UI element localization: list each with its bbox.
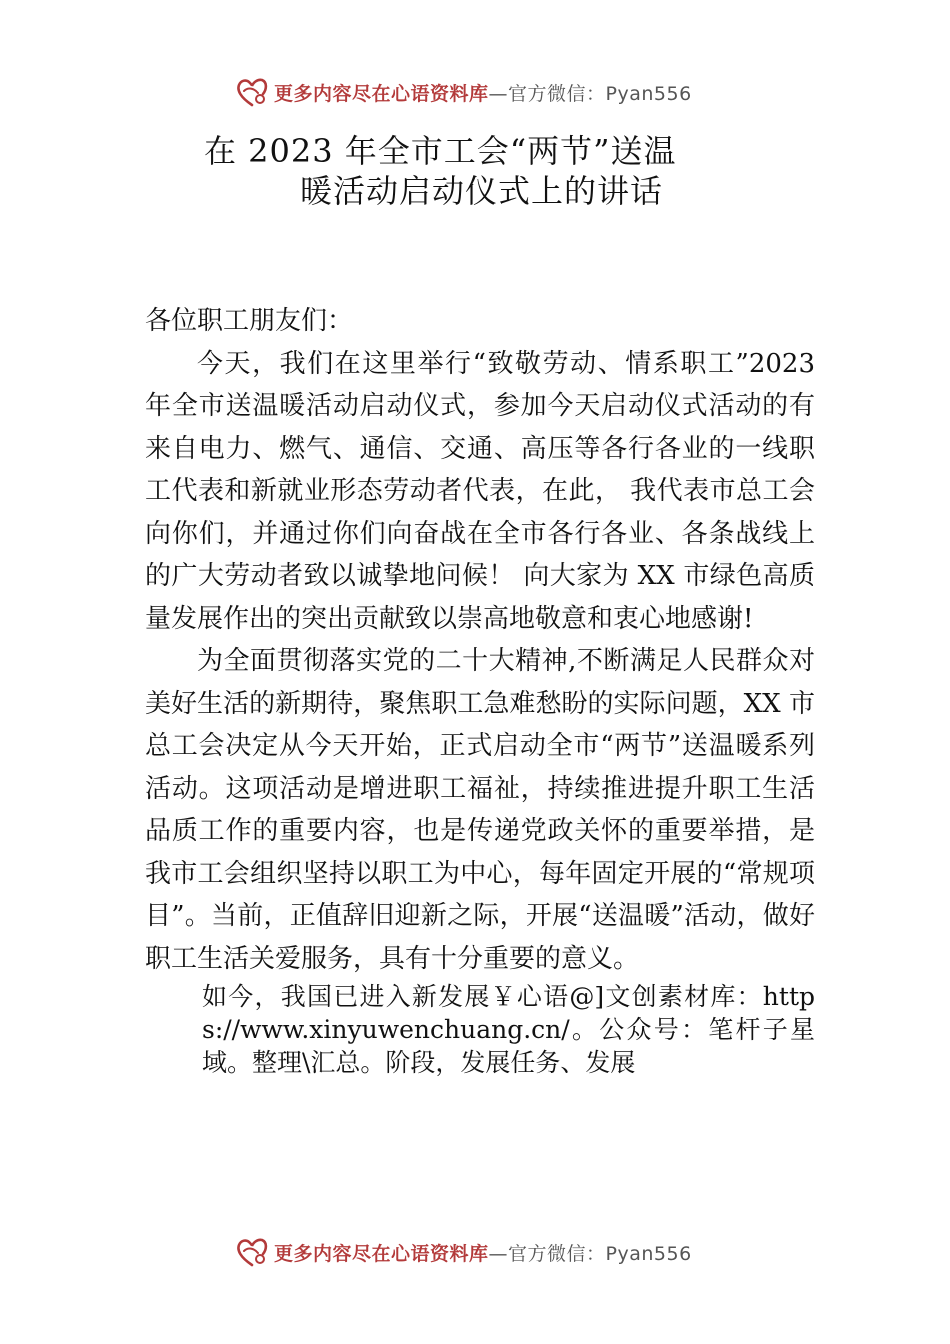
paragraph-1: 今天，我们在这里举行“致敬劳动、情系职工”2023 年全市送温暖活动启动仪式，参加今天启动仪式活动的有来自电力、燃气、通信、交通、高压等各行各业的一线职工代表和新就业形态劳动者代表，在此， 我代表市总工会向你们，并通过你们向奋战在全市各行各业、各条战线上的广大劳动者致以诚挚地问候！ 向大家为 XX 市绿色高质量发展作出的突出贡献致以崇高地敬意和衷心地感谢! xyxy=(145,348,815,634)
document-title-line-1: 在 2023 年全市工会“两节”送温 xyxy=(204,132,677,170)
header-watermark xyxy=(234,72,692,112)
heart-logo-icon xyxy=(234,74,270,110)
watermark-text-red: 更多内容尽在心语资料库 xyxy=(274,82,489,105)
paragraph-2: 为全面贯彻落实党的二十大精神,不断满足人民群众对美好生活的新期待，聚焦职工急难愁盼的实际问题，XX 市总工会决定从今天开始，正式启动全市“两节”送温暖系列活动。这项活动是增进职工福祉，持续推进提升职工生活品质工作的重要内容，也是传递党政关怀的重要举措，是我市工会组织坚持以职工为中心，每年固定开展的“常规项目”。当前，正值辞旧迎新之际，开展“送温暖”活动，做好职工生活关爱服务，具有十分重要的意义。 xyxy=(145,646,815,974)
footer-watermark xyxy=(234,1232,692,1272)
watermark-text-gray: —官方微信：Pyan556 xyxy=(488,1242,692,1265)
document-title-line-2: 暖活动启动仪式上的讲话 xyxy=(300,172,664,210)
watermark-text-red: 更多内容尽在心语资料库 xyxy=(274,1242,489,1265)
watermark-text-gray: —官方微信：Pyan556 xyxy=(488,82,692,105)
heart-logo-icon xyxy=(234,1234,270,1270)
salutation: 各位职工朋友们： xyxy=(145,306,354,336)
paragraph-3-with-embedded-ad: 如今，我国已进入新发展￥心语@]文创素材库：https://www.xinyuwenchuang.cn/。公众号：笔杆子星域。整理\汇总。阶段，发展任务、发展 xyxy=(202,982,815,1077)
document-body xyxy=(145,300,815,1079)
